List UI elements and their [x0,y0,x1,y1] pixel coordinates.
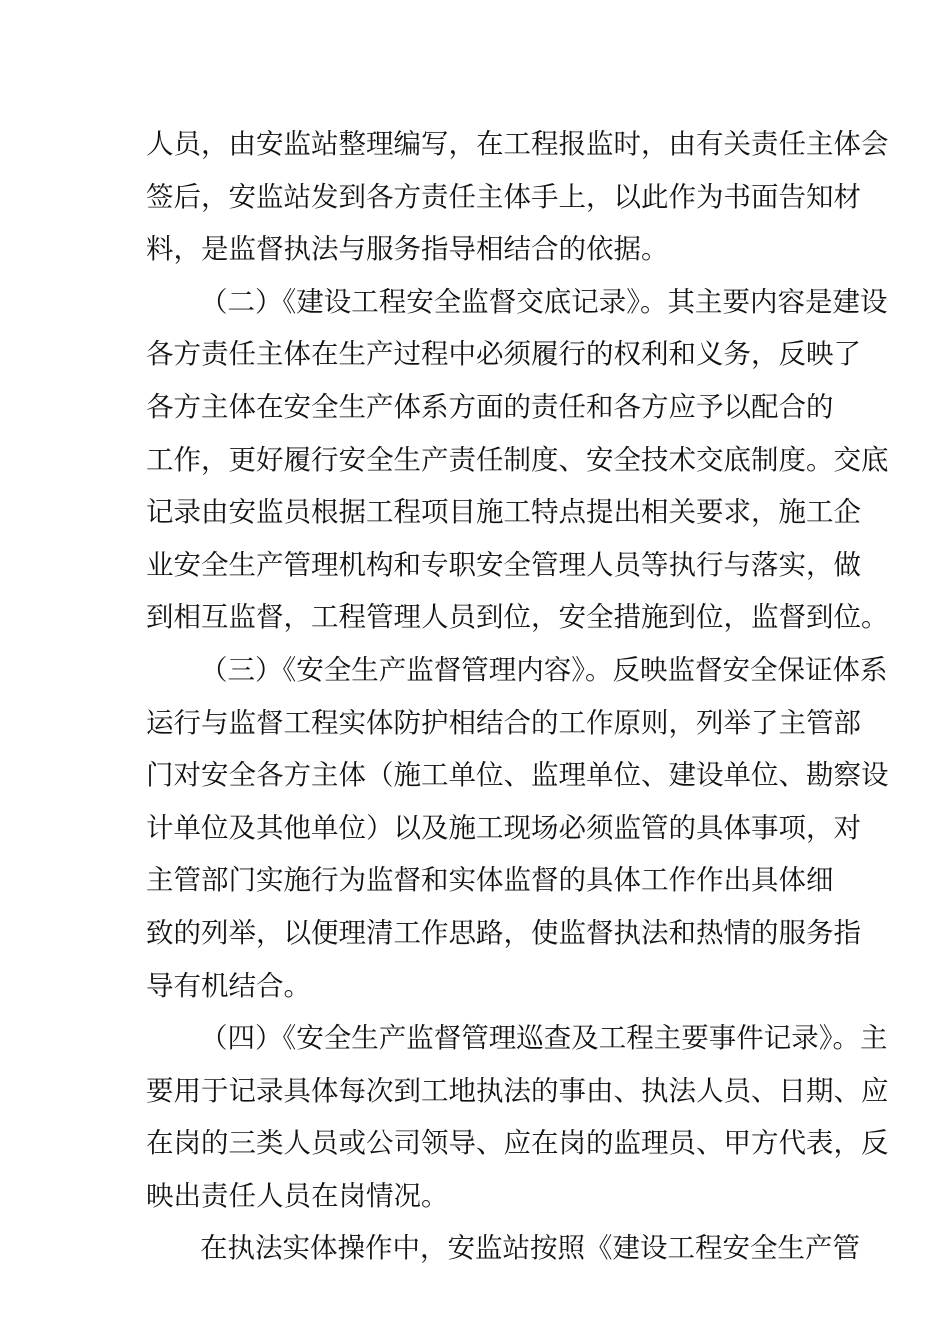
text-line: 签后，安监站发到各方责任主体手上，以此作为书面告知材 [146,180,861,213]
text-line: 主管部门实施行为监督和实体监督的具体工作作出具体细 [146,864,834,897]
text-line: （四）《安全生产监督管理巡查及工程主要事件记录》。主 [200,1022,888,1055]
text-line: 致的列举，以便理清工作思路，使监督执法和热情的服务指 [146,916,861,949]
text-line: （三）《安全生产监督管理内容》。反映监督安全保证体系 [200,653,888,686]
text-line: 人员，由安监站整理编写，在工程报监时，由有关责任主体会 [146,128,889,160]
paragraph-item-3 [146,644,889,1012]
document-body [146,118,889,1275]
text-line: 料，是监督执法与服务指导相结合的依据。 [146,233,669,266]
text-line: 到相互监督，工程管理人员到位，安全措施到位，监督到位。 [146,601,889,634]
paragraph-final [146,1222,860,1275]
text-line: 要用于记录具体每次到工地执法的事由、执法人员、日期、应 [146,1074,889,1107]
text-line: 在执法实体操作中，安监站按照《建设工程安全生产管 [200,1232,860,1265]
text-line: 导有机结合。 [146,969,311,1002]
text-line: 运行与监督工程实体防护相结合的工作原则，列举了主管部 [146,706,861,739]
text-line: 门对安全各方主体（施工单位、监理单位、建设单位、勘察设 [146,759,889,792]
text-line: 各方责任主体在生产过程中必须履行的权利和义务，反映了 [146,338,861,371]
text-line: （二）《建设工程安全监督交底记录》。其主要内容是建设 [200,285,888,318]
text-line: 各方主体在安全生产体系方面的责任和各方应予以配合的 [146,390,834,423]
text-line: 在岗的三类人员或公司领导、应在岗的监理员、甲方代表，反 [146,1127,889,1160]
paragraph-continued [146,118,889,276]
text-line: 工作，更好履行安全生产责任制度、安全技术交底制度。交底 [146,443,889,476]
text-line: 映出责任人员在岗情况。 [146,1179,449,1212]
text-line: 记录由安监员根据工程项目施工特点提出相关要求，施工企 [146,496,861,529]
text-line: 业安全生产管理机构和专职安全管理人员等执行与落实，做 [146,548,861,581]
text-line: 计单位及其他单位）以及施工现场必须监管的具体事项，对 [146,811,861,844]
paragraph-item-2 [146,276,889,644]
paragraph-item-4 [146,1012,889,1222]
